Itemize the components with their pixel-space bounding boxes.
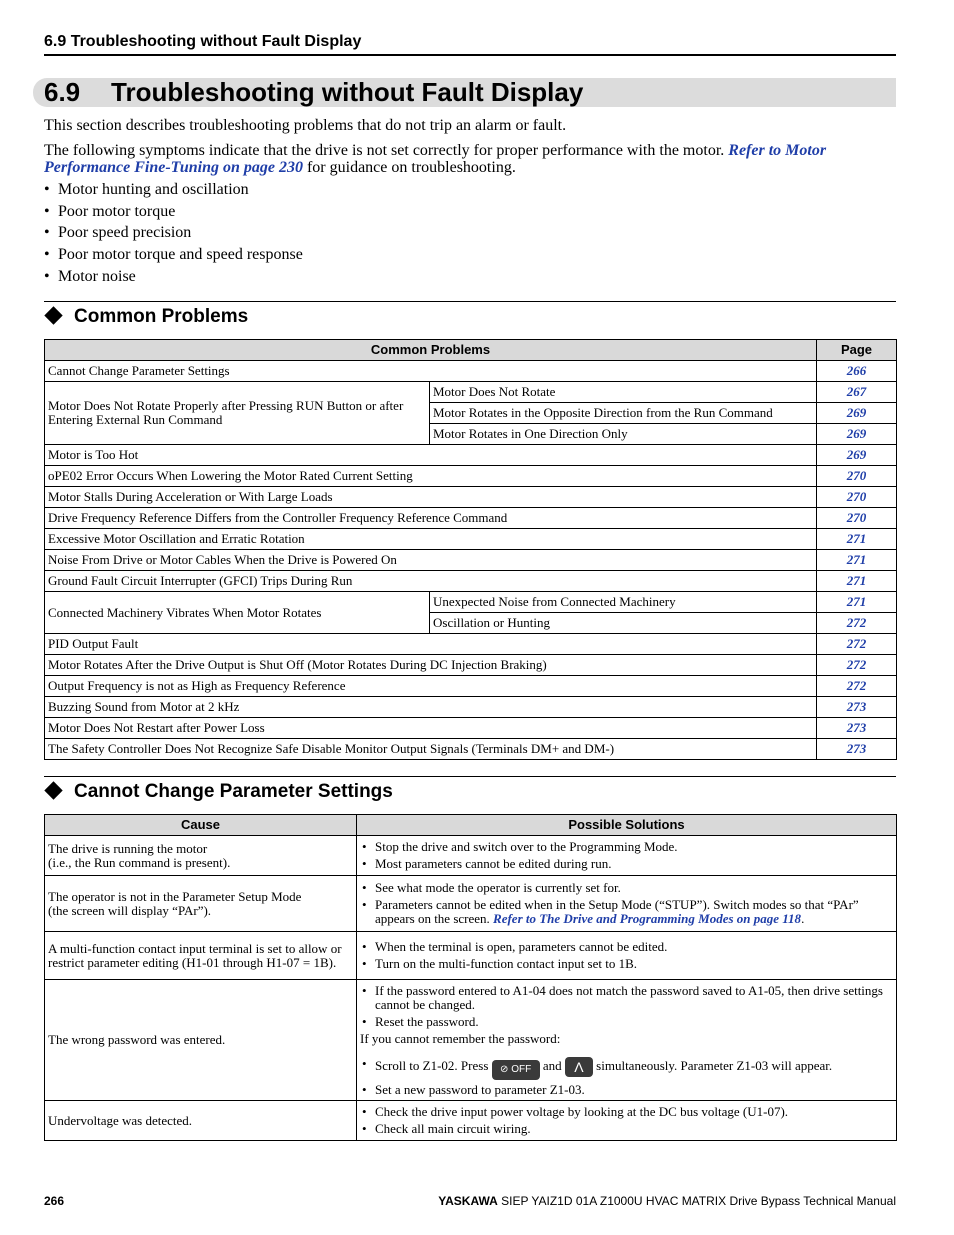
table-row — [45, 655, 897, 676]
table-row — [45, 550, 897, 571]
page-link[interactable]: 269 — [817, 445, 897, 466]
table-row — [45, 980, 897, 1101]
problem-cell: Motor Stalls During Acceleration or With Large Loads — [45, 487, 817, 508]
list-item: • Check all main circuit wiring. — [360, 1122, 893, 1136]
list-item: • Poor speed precision — [44, 224, 303, 246]
cause-cell: The wrong password was entered. — [45, 980, 357, 1101]
list-item: • Motor noise — [44, 268, 303, 290]
page-link[interactable]: 272 — [817, 634, 897, 655]
running-head-rule — [44, 54, 896, 56]
table-row — [45, 361, 897, 382]
fine-tuning-link-part1: Refer to Motor — [728, 142, 827, 159]
list-item: • If the password entered to A1-04 does not match the password saved to A1-05, then drive settings cannot be changed. — [360, 984, 893, 1012]
page-link[interactable]: 273 — [817, 718, 897, 739]
table-row — [45, 592, 897, 613]
cause-line: The operator is not in the Parameter Setup Mode — [48, 888, 302, 904]
table-row — [45, 836, 897, 876]
page-link[interactable]: 269 — [817, 424, 897, 445]
list-item: • Reset the password. — [360, 1015, 893, 1029]
problem-cell: Output Frequency is not as High as Frequency Reference — [45, 676, 817, 697]
cause-line: The drive is running the motor — [48, 840, 208, 856]
solution-text: Scroll to Z1-02. Press — [375, 1057, 489, 1073]
list-item: • Check the drive input power voltage by looking at the DC bus voltage (U1-07). — [360, 1105, 893, 1119]
problem-cell: oPE02 Error Occurs When Lowering the Motor Rated Current Setting — [45, 466, 817, 487]
cause-cell — [45, 876, 357, 932]
list-item: • Most parameters cannot be edited during run. — [360, 857, 893, 871]
solutions-cell — [357, 836, 897, 876]
page-link[interactable]: 271 — [817, 571, 897, 592]
cannot-change-heading — [44, 781, 393, 803]
table-row — [45, 487, 897, 508]
section-title: Troubleshooting without Fault Display — [111, 77, 584, 107]
diamond-bullet-icon — [44, 782, 62, 800]
table-row — [45, 676, 897, 697]
problem-cell: Ground Fault Circuit Interrupter (GFCI) Trips During Run — [45, 571, 817, 592]
table-row — [45, 445, 897, 466]
table-row — [45, 382, 897, 403]
problem-cell: Drive Frequency Reference Differs from the Controller Frequency Reference Command — [45, 508, 817, 529]
common-problems-table — [44, 339, 897, 760]
intro-paragraph: This section describes troubleshooting problems that do not trip an alarm or fault. — [44, 117, 567, 134]
common-problems-heading — [44, 306, 248, 328]
section-divider — [44, 776, 896, 777]
common-problems-heading-text: Common Problems — [74, 306, 249, 327]
solutions-cell — [357, 876, 897, 932]
problem-cell: Motor Does Not Restart after Power Loss — [45, 718, 817, 739]
solutions-cell — [357, 1101, 897, 1141]
sub-problem-cell: Motor Rotates in the Opposite Direction from the Run Command — [430, 403, 817, 424]
problem-cell: Motor Rotates After the Drive Output is Shut Off (Motor Rotates During DC Injection Braking) — [45, 655, 817, 676]
page-link[interactable]: 272 — [817, 676, 897, 697]
list-item: • Turn on the multi-function contact input set to 1B. — [360, 957, 893, 971]
table-row — [45, 466, 897, 487]
table-row — [45, 697, 897, 718]
page-link[interactable]: 266 — [817, 361, 897, 382]
cause-cell: A multi-function contact input terminal is set to allow or restrict parameter editing (H1-01 through H1-07 = 1B). — [45, 932, 357, 980]
problem-cell: PID Output Fault — [45, 634, 817, 655]
list-item: • See what mode the operator is currently set for. — [360, 881, 893, 895]
problem-cell: Connected Machinery Vibrates When Motor Rotates — [45, 592, 430, 634]
page-link[interactable]: 271 — [817, 550, 897, 571]
page-number: 266 — [44, 1194, 65, 1208]
column-header-problem: Common Problems — [45, 340, 817, 361]
page-link[interactable]: 273 — [817, 697, 897, 718]
problem-cell: The Safety Controller Does Not Recognize Safe Disable Monitor Output Signals (Terminals DM+ and DM-) — [45, 739, 817, 760]
brand-name: YASKAWA — [438, 1194, 498, 1208]
page-link[interactable]: 272 — [817, 655, 897, 676]
table-row — [45, 876, 897, 932]
solution-text: simultaneously. Parameter Z1-03 will appear. — [596, 1057, 833, 1073]
list-item: • Set a new password to parameter Z1-03. — [360, 1083, 893, 1097]
off-key-label: OFF — [511, 1063, 532, 1075]
page-link[interactable]: 267 — [817, 382, 897, 403]
running-head: 6.9 Troubleshooting without Fault Display — [44, 33, 362, 50]
sub-problem-cell: Motor Rotates in One Direction Only — [430, 424, 817, 445]
list-item: • Parameters cannot be edited when in the Setup Mode (“STUP”). Switch modes so that “PAr” appears on the screen. Refer to The Drive and Programming Modes on page 118. — [360, 898, 893, 926]
section-number: 6.9 — [44, 77, 81, 107]
fine-tuning-link-part2: Performance Fine-Tuning on page 230 — [44, 159, 303, 176]
cause-line: (the screen will display “PAr”). — [48, 902, 212, 918]
column-header-cause: Cause — [45, 815, 357, 836]
problem-cell: Noise From Drive or Motor Cables When the Drive is Powered On — [45, 550, 817, 571]
cause-line: (i.e., the Run command is present). — [48, 854, 231, 870]
page-link[interactable]: 271 — [817, 592, 897, 613]
table-row — [45, 1101, 897, 1141]
cannot-change-heading-text: Cannot Change Parameter Settings — [74, 781, 393, 802]
table-row — [45, 634, 897, 655]
list-item: • Stop the drive and switch over to the Programming Mode. — [360, 840, 893, 854]
table-row — [45, 739, 897, 760]
symptoms-text-end: for guidance on troubleshooting. — [306, 159, 516, 176]
symptom-list — [44, 181, 303, 289]
list-item: • When the terminal is open, parameters cannot be edited. — [360, 940, 893, 954]
problem-cell: Cannot Change Parameter Settings — [45, 361, 817, 382]
cause-cell: Undervoltage was detected. — [45, 1101, 357, 1141]
manual-title — [438, 1194, 896, 1208]
cause-cell — [45, 836, 357, 876]
page-link[interactable]: 270 — [817, 487, 897, 508]
page-link[interactable]: 269 — [817, 403, 897, 424]
symptoms-paragraph — [44, 142, 896, 176]
page-link[interactable]: 273 — [817, 739, 897, 760]
problem-cell: Excessive Motor Oscillation and Erratic Rotation — [45, 529, 817, 550]
list-item — [360, 1049, 893, 1080]
solutions-cell — [357, 932, 897, 980]
sub-problem-cell: Oscillation or Hunting — [430, 613, 817, 634]
list-item: • Poor motor torque — [44, 203, 303, 225]
problem-cell: Buzzing Sound from Motor at 2 kHz — [45, 697, 817, 718]
password-note: If you cannot remember the password: — [360, 1030, 561, 1046]
table-row — [45, 932, 897, 980]
page-link[interactable]: 271 — [817, 529, 897, 550]
solution-text: Parameters cannot be edited when in the Setup Mode (“STUP”). Switch modes so that “PAr” appears on the screen. — [375, 897, 859, 926]
solutions-cell — [357, 980, 897, 1101]
table-row — [45, 718, 897, 739]
programming-modes-link[interactable]: Refer to The Drive and Programming Modes on page 118 — [493, 911, 802, 926]
problem-cell: Motor Does Not Rotate Properly after Pressing RUN Button or after Entering External Run Command — [45, 382, 430, 445]
section-title-bar — [33, 78, 896, 107]
page-link[interactable]: 272 — [817, 613, 897, 634]
column-header-solutions: Possible Solutions — [357, 815, 897, 836]
page-link[interactable]: 270 — [817, 466, 897, 487]
manual-name: SIEP YAIZ1D 01A Z1000U HVAC MATRIX Drive Bypass Technical Manual — [501, 1194, 896, 1208]
cannot-change-table — [44, 814, 897, 1141]
solution-text: and — [542, 1057, 562, 1073]
diamond-bullet-icon — [44, 307, 62, 325]
list-item: • Motor hunting and oscillation — [44, 181, 303, 203]
table-row — [45, 529, 897, 550]
symptoms-text: The following symptoms indicate that the drive is not set correctly for proper performance with the motor. — [44, 142, 725, 159]
section-divider — [44, 301, 896, 302]
list-item: • Poor motor torque and speed response — [44, 246, 303, 268]
column-header-page: Page — [817, 340, 897, 361]
problem-cell: Motor is Too Hot — [45, 445, 817, 466]
page-link[interactable]: 270 — [817, 508, 897, 529]
up-arrow-key-icon: Λ — [565, 1057, 593, 1077]
table-row — [45, 571, 897, 592]
sub-problem-cell: Unexpected Noise from Connected Machinery — [430, 592, 817, 613]
off-key-icon: ⊘ OFF — [492, 1060, 540, 1080]
table-row — [45, 508, 897, 529]
sub-problem-cell: Motor Does Not Rotate — [430, 382, 817, 403]
